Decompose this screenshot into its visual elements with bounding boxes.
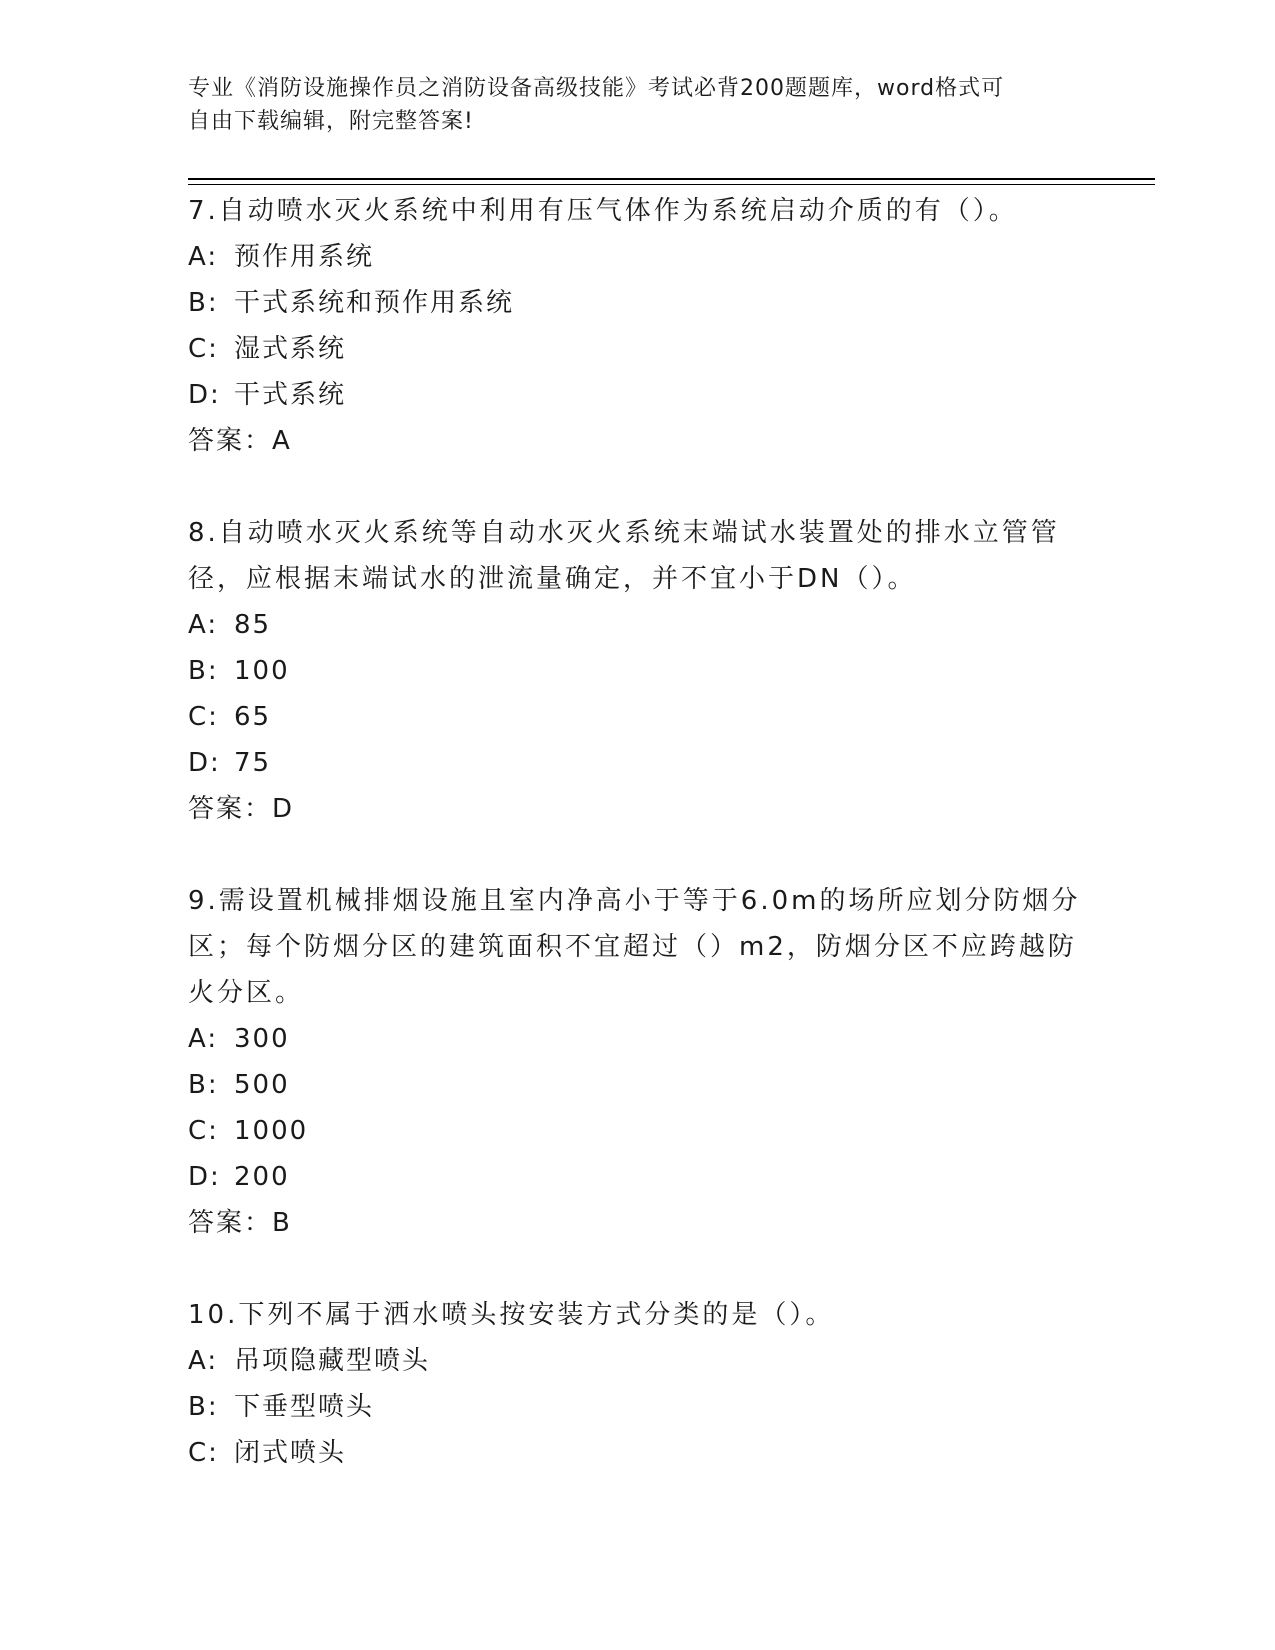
question-7: [188, 188, 1088, 464]
header-divider-thick: [188, 178, 1155, 180]
option-a: [188, 1016, 1088, 1062]
option-d: [188, 740, 1088, 786]
option-letter: C:: [188, 1116, 219, 1146]
option-text: 1000: [234, 1116, 309, 1146]
question-text: 8.自动喷水灭火系统等自动水灭火系统末端试水装置处的排水立管管径，应根据末端试水的泄流量确定，并不宜小于DN（）。: [188, 518, 1060, 594]
document-header: [188, 72, 1068, 138]
option-text: 500: [234, 1070, 290, 1100]
option-letter: B:: [188, 1070, 219, 1100]
option-text: 100: [234, 656, 290, 686]
option-letter: A:: [188, 242, 219, 272]
question-text: 9.需设置机械排烟设施且室内净高小于等于6.0m的场所应划分防烟分区；每个防烟分区的建筑面积不宜超过（）m2，防烟分区不应跨越防火分区。: [188, 886, 1081, 1008]
option-b: [188, 1384, 1088, 1430]
question-text: 7.自动喷水灭火系统中利用有压气体作为系统启动介质的有（）。: [188, 196, 1018, 226]
option-text: 300: [234, 1024, 290, 1054]
option-letter: B:: [188, 656, 219, 686]
option-c: [188, 1430, 1088, 1476]
option-c: [188, 1108, 1088, 1154]
answer-text: 答案：D: [188, 794, 295, 824]
option-letter: A:: [188, 1024, 219, 1054]
option-c: [188, 694, 1088, 740]
option-letter: C:: [188, 1438, 219, 1468]
question-10: [188, 1292, 1088, 1476]
option-letter: C:: [188, 702, 219, 732]
option-text: 吊项隐藏型喷头: [234, 1346, 431, 1376]
header-line-2: 自由下载编辑，附完整答案!: [188, 109, 474, 134]
option-text: 干式系统和预作用系统: [234, 288, 515, 318]
option-letter: B:: [188, 1392, 219, 1422]
answer-text: 答案：B: [188, 1208, 292, 1238]
option-c: [188, 326, 1088, 372]
answer-text: 答案：A: [188, 426, 292, 456]
header-line-1: 专业《消防设施操作员之消防设备高级技能》考试必背200题题库，word格式可: [188, 76, 1005, 101]
option-text: 85: [234, 610, 272, 640]
option-text: 干式系统: [234, 380, 347, 410]
option-text: 65: [234, 702, 272, 732]
option-letter: D:: [188, 1162, 221, 1192]
option-a: [188, 1338, 1088, 1384]
option-d: [188, 1154, 1088, 1200]
question-9: [188, 878, 1088, 1246]
option-a: [188, 602, 1088, 648]
option-letter: B:: [188, 288, 219, 318]
option-text: 下垂型喷头: [234, 1392, 375, 1422]
option-letter: A:: [188, 610, 219, 640]
header-divider-thin: [188, 184, 1155, 185]
option-text: 75: [234, 748, 272, 778]
option-letter: D:: [188, 748, 221, 778]
option-b: [188, 280, 1088, 326]
option-letter: C:: [188, 334, 219, 364]
question-text: 10.下列不属于洒水喷头按安装方式分类的是（）。: [188, 1300, 835, 1330]
option-a: [188, 234, 1088, 280]
option-b: [188, 1062, 1088, 1108]
option-text: 预作用系统: [234, 242, 375, 272]
question-8: [188, 510, 1088, 832]
option-d: [188, 372, 1088, 418]
question-list: [188, 188, 1088, 1522]
option-text: 闭式喷头: [234, 1438, 347, 1468]
option-b: [188, 648, 1088, 694]
option-text: 200: [234, 1162, 290, 1192]
option-letter: A:: [188, 1346, 219, 1376]
option-text: 湿式系统: [234, 334, 347, 364]
option-letter: D:: [188, 380, 221, 410]
